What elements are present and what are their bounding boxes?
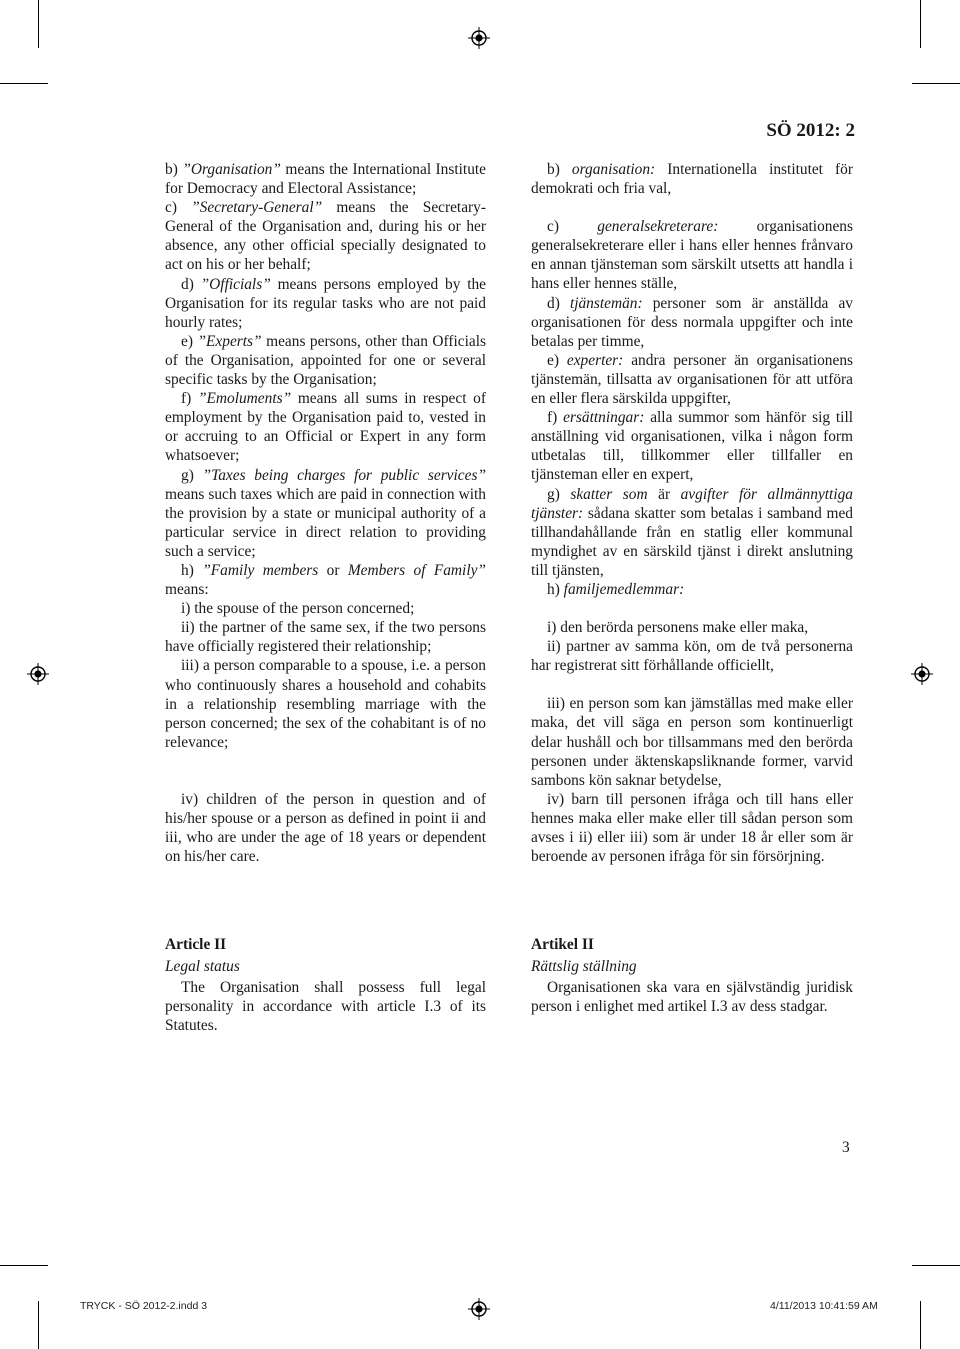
article-section-english — [165, 934, 486, 1035]
definition-f: f) ”Emoluments” means all sums in respect of employment by the Organisation paid to, vested in or accruing to an Official or Expert in any form whatsoever; — [165, 390, 486, 465]
crop-mark — [920, 1301, 921, 1349]
registration-mark-icon — [468, 1298, 490, 1320]
crop-mark — [38, 0, 39, 48]
definition-e: e) ”Experts” means persons, other than Officials of the Organisation, appointed for one or several specific tasks by the Organisation; — [165, 332, 486, 389]
article-heading: Artikel II — [531, 936, 594, 953]
crop-mark — [920, 0, 921, 48]
definition-h-iv: iv) children of the person in question and of his/her spouse or a person as defined in point ii and iii, who are under the age of 18 years or dependent on his/her care. — [165, 790, 486, 866]
definition-h-ii: ii) partner av samma kön, om de två personerna har registrerat sitt förhållande officiellt, — [531, 638, 853, 675]
english-column — [165, 160, 486, 866]
crop-mark — [912, 83, 960, 84]
definition-h-i: i) den berörda personens make eller maka, — [547, 619, 809, 637]
article-subheading: Rättslig ställning — [531, 958, 637, 975]
definition-g: g) skatter som är avgifter för allmännyttiga tjänster: sådana skatter som betalas i samband med tillhandahållande från en statlig eller kommunal myndighet av en särskild tjänst i direkt anslutning till tjänsten, — [531, 485, 853, 579]
page-number: 3 — [842, 1139, 850, 1156]
crop-mark — [38, 1301, 39, 1349]
definition-b: b) organisation: Internationella institutet för demokrati och fria val, — [531, 161, 853, 198]
registration-mark-icon — [27, 663, 49, 685]
definition-h-ii: ii) the partner of the same sex, if the two persons have officially registered their relationship; — [165, 619, 486, 656]
definition-g: g) ”Taxes being charges for public services” means such taxes which are paid in connection with the provision by a state or municipal authority of a particular service in direct relation to providing such a service; — [165, 466, 486, 560]
definition-h: h) ”Family members or Members of Family” means: — [165, 561, 486, 599]
definition-e: e) experter: andra personer än organisationens tjänstemän, tillsatta av organisationen för att utföra en eller flera särskilda uppgifter, — [531, 351, 853, 408]
crop-mark — [0, 1265, 48, 1266]
definition-f: f) ersättningar: alla summor som hänför sig till anställning vid organisationen, vilka i någon form utbetalas till, tillkommer eller tillfaller en tjänsteman eller en expert, — [531, 409, 853, 484]
crop-mark — [912, 1265, 960, 1266]
document-reference: SÖ 2012: 2 — [766, 120, 855, 141]
definition-b: b) ”Organisation” means the International Institute for Democracy and Electoral Assistance; — [165, 161, 486, 198]
definition-c: c) generalsekreterare: organisationens generalsekreterare eller i hans eller hennes frånvaro en annan tjänsteman som särskilt utsetts att handla i hans eller hennes ställe, — [531, 218, 853, 293]
definition-h: h) familjemedlemmar: — [547, 580, 685, 598]
definition-c: c) ”Secretary-General” means the Secretary-General of the Organisation and, during his or her absence, any other official specially designated to act on his or her behalf; — [165, 199, 486, 274]
definition-d: d) ”Officials” means persons employed by the Organisation for its regular tasks who are not paid hourly rates; — [165, 275, 486, 331]
article-section-swedish — [531, 934, 853, 1016]
slug-filename: TRYCK - SÖ 2012-2.indd 3 — [80, 1300, 208, 1312]
slug-timestamp: 4/11/2013 10:41:59 AM — [770, 1300, 878, 1312]
definition-h-iv: iv) barn till personen ifråga och till hans eller hennes maka eller make eller till sådan person som avses i ii) eller iii) som är under 18 år eller som är beroende av personen ifråga för sin försörjning. — [531, 790, 853, 866]
registration-mark-icon — [468, 27, 490, 49]
crop-mark — [0, 83, 48, 84]
article-subheading: Legal status — [165, 958, 240, 975]
definition-d: d) tjänstemän: personer som är anställda av organisationen för dess normala uppgifter och inte betalas per timme, — [531, 294, 853, 350]
swedish-column — [531, 160, 853, 866]
registration-mark-icon — [911, 663, 933, 685]
definition-h-iii: iii) a person comparable to a spouse, i.e. a person who continuously shares a household and cohabits in a relationship resembling marriage with the person concerned; the sex of the cohabitant is of no relevance; — [165, 657, 486, 751]
definition-h-iii: iii) en person som kan jämställas med make eller maka, det vill säga en person som kontinuerligt delar hushåll och bor tillsammans med den berörda personen under äktenskapsliknande former, varvid sambons kön saknar betydelse, — [531, 695, 853, 789]
article-body: Organisationen ska vara en självständig juridisk person i enlighet med artikel I.3 av dess stadgar. — [531, 979, 853, 1016]
article-body: The Organisation shall possess full legal personality in accordance with article I.3 of its Statutes. — [165, 979, 486, 1035]
article-heading: Article II — [165, 936, 227, 953]
definition-h-i: i) the spouse of the person concerned; — [181, 600, 415, 618]
